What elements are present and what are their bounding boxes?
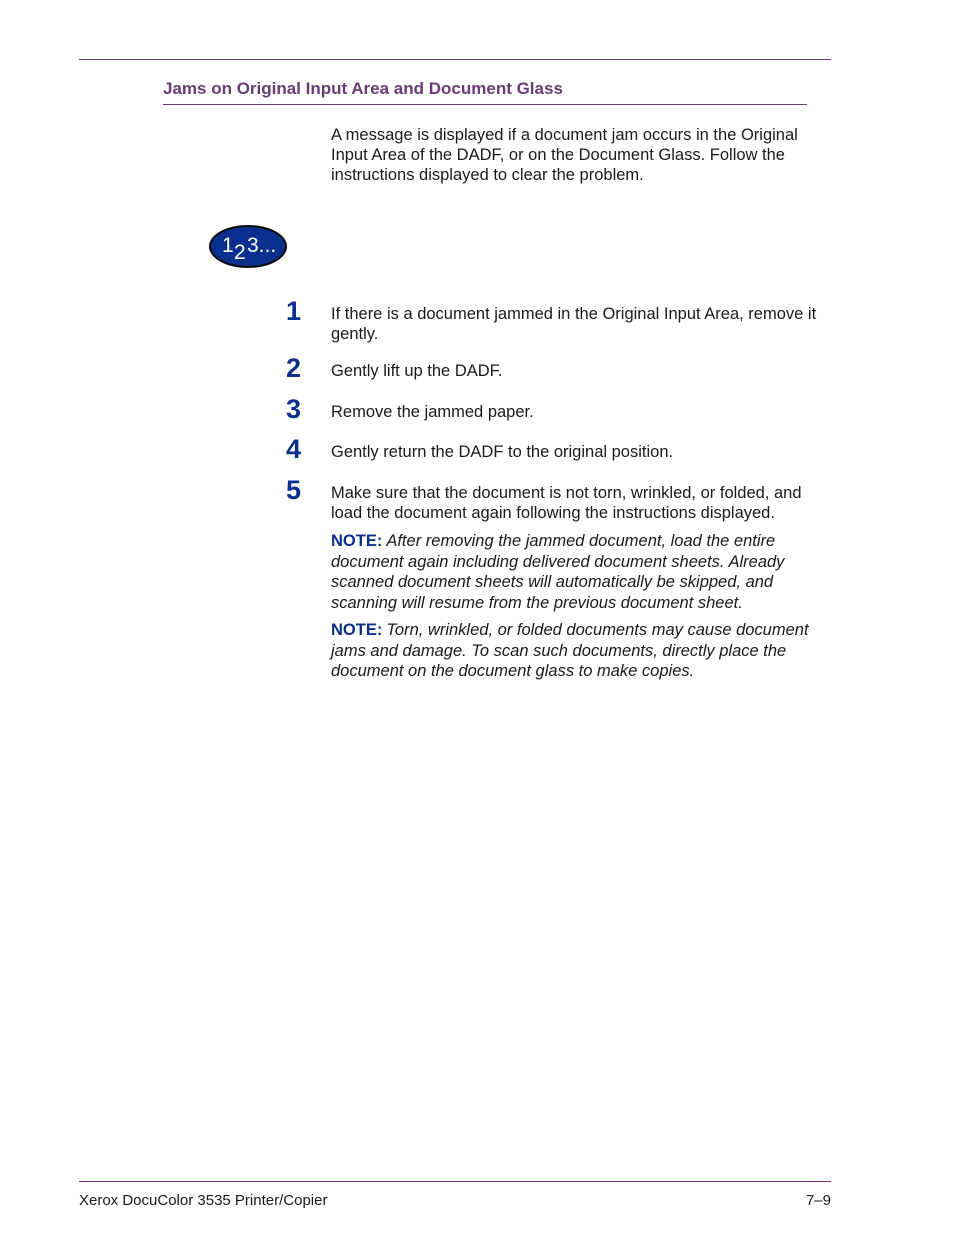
step-text: Gently lift up the DADF. [331,362,503,380]
step-number: 4 [286,434,302,464]
note-text: After removing the jammed document, load the entire document again including delivered document sheets. Already scanned document sheets will automatically be skipped, and scanning will resume from the previous document sheet. [331,532,785,612]
step-text: Make sure that the document is not torn, wrinkled, or folded, and load the document again following the instructions displayed. [331,484,802,522]
note-label: NOTE: [331,621,383,639]
step-text: Gently return the DADF to the original position. [331,443,674,461]
step-text: Remove the jammed paper. [331,403,534,421]
note-2 [331,620,831,682]
step-number: 5 [286,475,302,505]
badge-digit-1: 1 [222,233,234,257]
step-text: If there is a document jammed in the Original Input Area, remove it gently. [331,305,817,343]
footer-rule [79,1181,831,1182]
footer-product: Xerox DocuColor 3535 Printer/Copier [79,1192,328,1209]
intro-paragraph: A message is displayed if a document jam occurs in the Original Input Area of the DADF, or on the Document Glass. Follow the instructions displayed to clear the problem. [331,126,798,184]
badge-digit-2: 2 [234,240,246,264]
header-rule [79,59,831,60]
section-title: Jams on Original Input Area and Document Glass [163,79,807,105]
note-label: NOTE: [331,532,383,550]
numbered-steps-icon [209,225,287,268]
note-text: Torn, wrinkled, or folded documents may cause document jams and damage. To scan such documents, directly place the document on the document glass to make copies. [331,621,809,680]
step-number: 1 [286,296,302,326]
step-number: 2 [286,353,302,383]
badge-digit-3: 3... [247,233,277,257]
note-1 [331,531,831,613]
step-number: 3 [286,394,302,424]
footer-page-number: 7–9 [805,1192,831,1209]
